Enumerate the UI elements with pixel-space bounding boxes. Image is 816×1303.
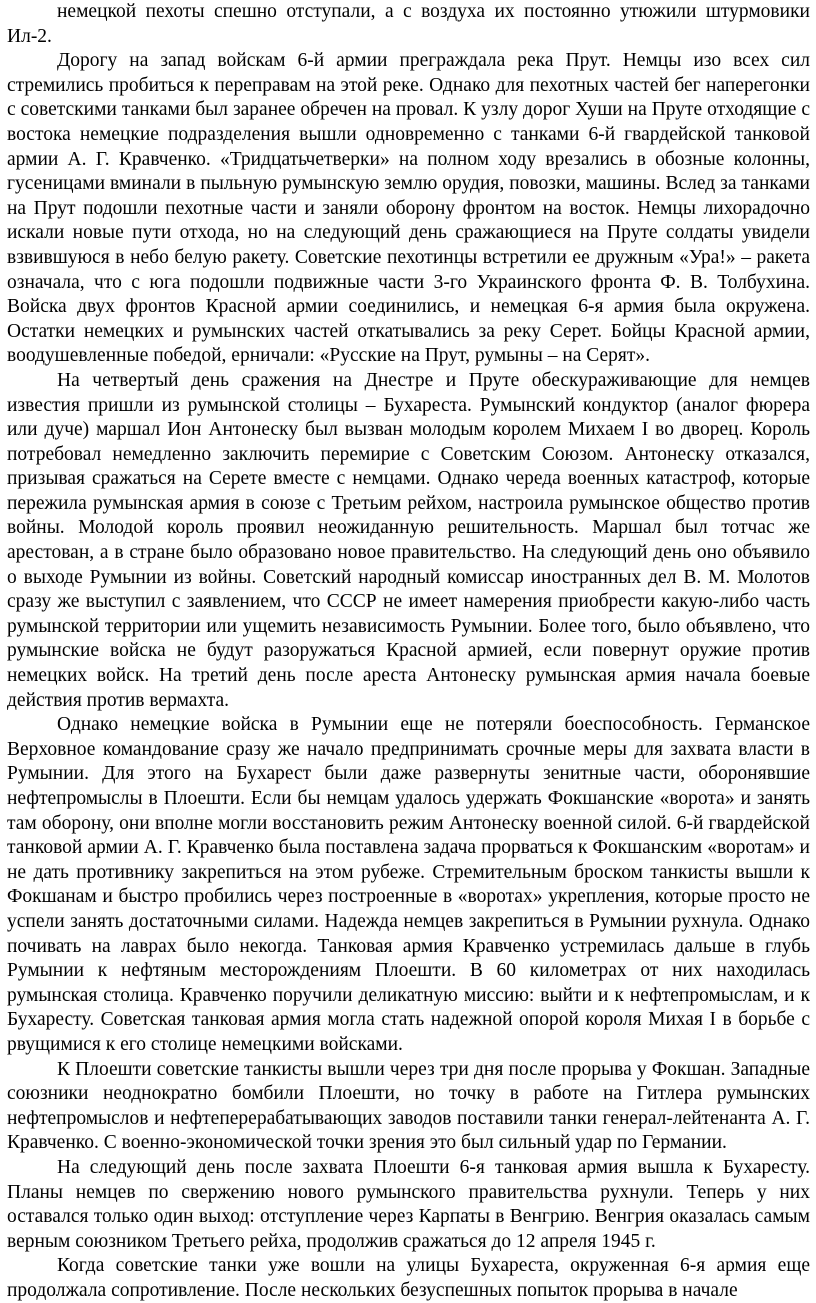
paragraph-6: На следующий день после захвата Плоешти 6-я танковая армия вышла к Бухаресту. Планы немцев по свержению нового румынского правительства рухнули. Теперь у них оставался только один выход: отступление через Карпаты в Венгрию. Венгрия оказалась самым верным союзником Третьего рейха, продолжив сражаться до 12 апреля 1945 г. [7,1156,810,1252]
paragraph-1: немецкой пехоты спешно отступали, а с воздуха их постоянно утюжили штурмовики Ил-2. [7,1,810,47]
paragraph-2: Дорогу на запад войскам 6-й армии преграждала река Прут. Немцы изо всех сил стремились пробиться к переправам на этой реке. Однако для пехотных частей бег наперегонки с советскими танками был заранее обречен на провал. К узлу дорог Хуши на Пруте отходящие с востока немецкие подразделения вышли одновременно с танками 6-й гвардейской танковой армии А. Г. Кравченко. «Тридцатьчетверки» на полном ходу врезались в обозные колонны, гусеницами вминали в пыльную румынскую землю орудия, повозки, машины. Вслед за танками на Прут подошли пехотные части и заняли оборону фронтом на восток. Немцы лихорадочно искали новые пути отхода, но на следующий день сражающиеся на Пруте солдаты увидели взвившуюся в небо белую ракету. Советские пехотинцы встретили ее дружным «Ура!» – ракета означала, что с юга подошли подвижные части 3-го Украинского фронта Ф. В. Толбухина. Войска двух фронтов Красной армии соединились, и немецкая 6-я армия была окружена. Остатки немецких и румынских частей откатывались за реку Серет. Бойцы Красной армии, воодушевленные победой, ерничали: «Русские на Прут, румыны – на Серят». [7,50,810,367]
paragraph-4: Однако немецкие войска в Румынии еще не потеряли боеспособность. Германское Верховное командование сразу же начало предпринимать срочные меры для захвата власти в Румынии. Для этого на Бухарест были даже развернуты зенитные части, оборонявшие нефтепромыслы в Плоешти. Если бы немцам удалось удержать Фокшанские «ворота» и занять там оборону, они вполне могли восстановить режим Антонеску военной силой. 6-й гвардейской танковой армии А. Г. Кравченко была поставлена задача прорваться к Фокшанским «воротам» и не дать противнику закрепиться на этом рубеже. Стремительным броском танкисты вышли к Фокшанам и быстро пробились через построенные в «воротах» укрепления, которые просто не успели занять достаточными силами. Надежда немцев закрепиться в Румынии рухнула. Однако почивать на лаврах было некогда. Танковая армия Кравченко устремилась дальше в глубь Румынии к нефтяным месторождениям Плоешти. В 60 километрах от них находилась румынская столица. Кравченко поручили деликатную миссию: выйти и к нефтепромыслам, и к Бухаресту. Советская танковая армия могла стать надежной опорой короля Михая I в борьбе с рвущимися к его столице немецкими войсками. [7,714,810,1055]
paragraph-5: К Плоешти советские танкисты вышли через три дня после прорыва у Фокшан. Западные союзники неоднократно бомбили Плоешти, но точку в работе на Гитлера румынских нефтепромыслов и нефтеперерабатывающих заводов поставили танки генерал-лейтенанта А. Г. Кравченко. С военно-экономической точки зрения это был сильный удар по Германии. [7,1058,810,1154]
paragraph-3: На четвертый день сражения на Днестре и Пруте обескураживающие для немцев известия пришли из румынской столицы – Бухареста. Румынский кондуктор (аналог фюрера или дуче) маршал Ион Антонеску был вызван молодым королем Михаем I во дворец. Король потребовал немедленно заключить перемирие с Советским Союзом. Антонеску отказался, призывая сражаться на Серете вместе с немцами. Однако череда военных катастроф, которые пережила румынская армия в союзе с Третьим рейхом, настроила румынское общество против войны. Молодой король проявил неожиданную решительность. Маршал был тотчас же арестован, а в стране было образовано новое правительство. На следующий день оно объявило о выходе Румынии из войны. Советский народный комиссар иностранных дел В. М. Молотов сразу же выступил с заявлением, что СССР не имеет намерения приобрести какую-либо часть румынской территории или ущемить независимость Румынии. Более того, было объявлено, что румынские войска не будут разоружаться Красной армией, если повернут оружие против немецких войск. На третий день после ареста Антонеску румынская армия начала боевые действия против вермахта. [7,369,810,711]
paragraph-7: Когда советские танки уже вошли на улицы Бухареста, окруженная 6-я армия еще продолжала сопротивление. После нескольких безуспешных попыток прорыва в начале [7,1255,810,1301]
